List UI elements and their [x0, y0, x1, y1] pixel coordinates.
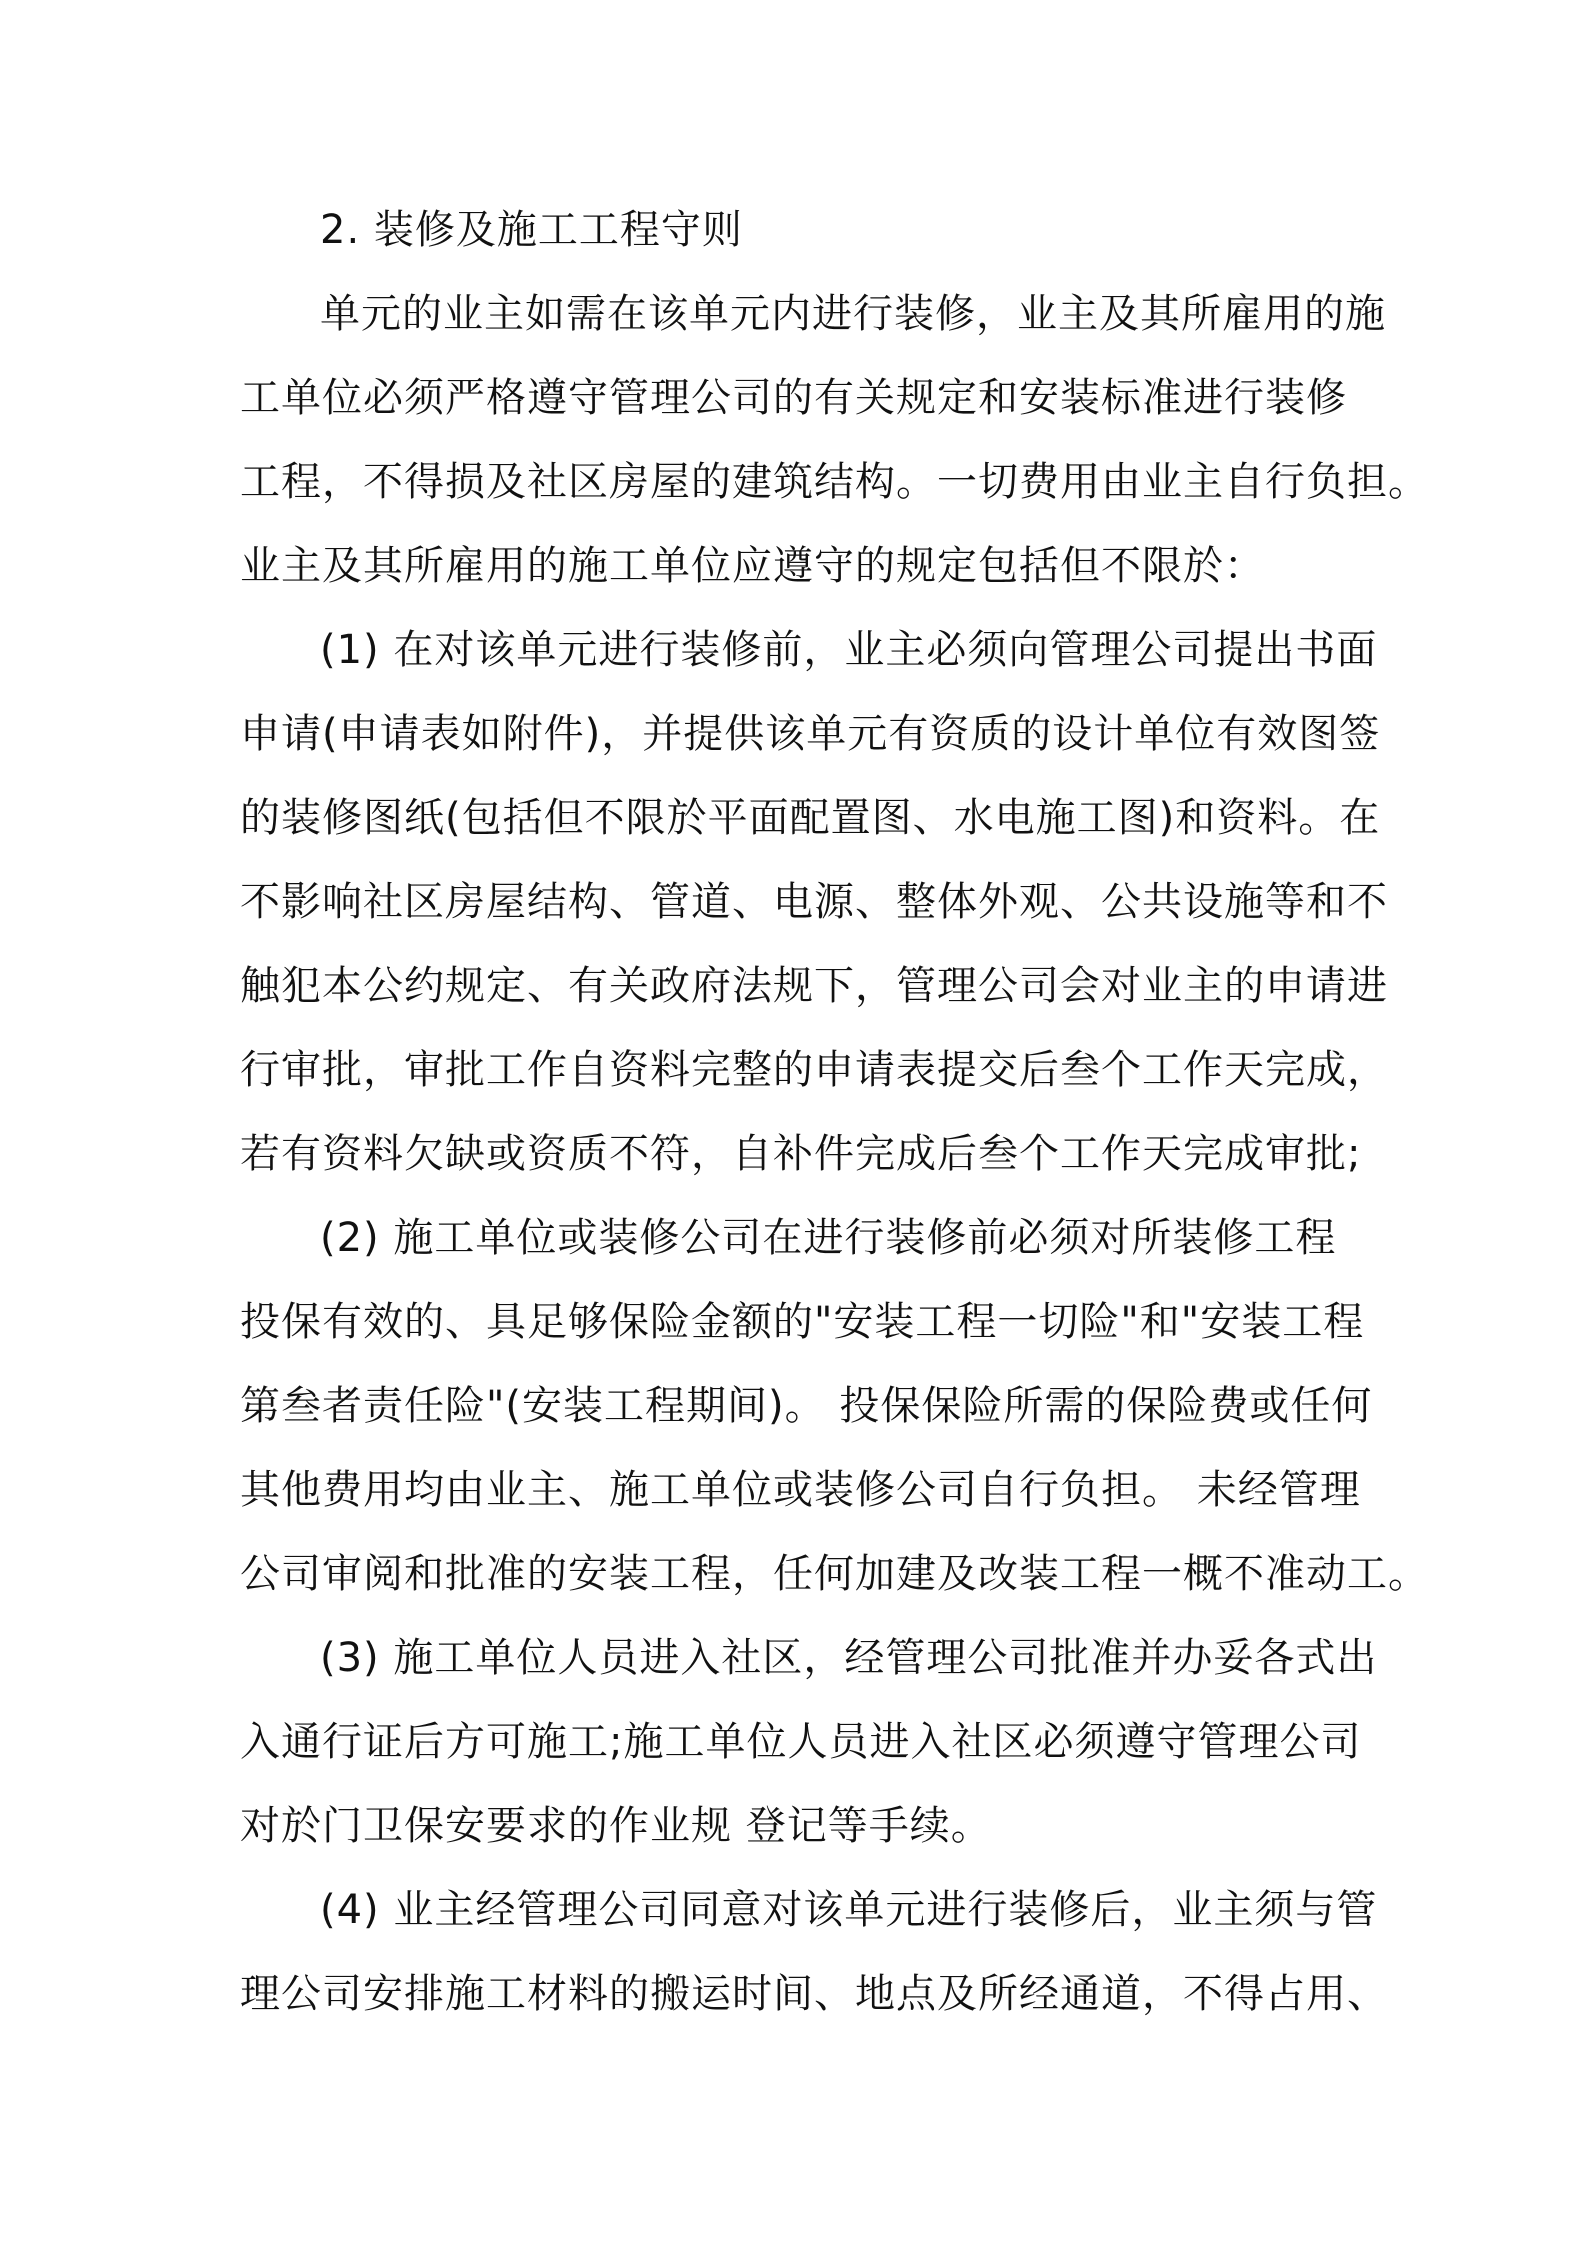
item-2-line: 投保有效的、具足够保险金额的"安装工程一切险"和"安装工程 [240, 1299, 1365, 1345]
item-2-line: 其他费用均由业主、施工单位或装修公司自行负担。 未经管理 [240, 1467, 1361, 1513]
section-heading: 2. 装修及施工工程守则 [320, 207, 743, 253]
item-3-line: 对於门卫保安要求的作业规 登记等手续。 [240, 1803, 992, 1849]
item-1-line: 触犯本公约规定、有关政府法规下，管理公司会对业主的申请进 [240, 963, 1388, 1009]
intro-line: 单元的业主如需在该单元内进行装修，业主及其所雇用的施 [320, 291, 1386, 337]
item-3-line: (3) 施工单位人员进入社区，经管理公司批准并办妥各式出 [320, 1635, 1378, 1681]
item-4-line: 理公司安排施工材料的搬运时间、地点及所经通道，不得占用、 [240, 1971, 1388, 2017]
item-2-line: 第叁者责任险"(安装工程期间)。 投保保险所需的保险费或任何 [240, 1383, 1373, 1429]
item-1-line: (1) 在对该单元进行装修前，业主必须向管理公司提出书面 [320, 627, 1378, 673]
item-4-line: (4) 业主经管理公司同意对该单元进行装修后，业主须与管 [320, 1887, 1378, 1933]
item-1-line: 若有资料欠缺或资质不符，自补件完成后叁个工作天完成审批; [240, 1131, 1362, 1177]
item-2-line: (2) 施工单位或装修公司在进行装修前必须对所装修工程 [320, 1215, 1337, 1261]
item-1-line: 申请(申请表如附件)，并提供该单元有资质的设计单位有效图签 [240, 711, 1381, 757]
item-1-line: 不影响社区房屋结构、管道、电源、整体外观、公共设施等和不 [240, 879, 1388, 925]
intro-line: 业主及其所雇用的施工单位应遵守的规定包括但不限於： [240, 543, 1265, 589]
item-2-line: 公司审阅和批准的安装工程，任何加建及改装工程一概不准动工。 [240, 1551, 1429, 1597]
intro-line: 工单位必须严格遵守管理公司的有关规定和安装标准进行装修 [240, 375, 1347, 421]
item-1-line: 行审批，审批工作自资料完整的申请表提交后叁个工作天完成， [240, 1047, 1388, 1093]
item-1-line: 的装修图纸(包括但不限於平面配置图、水电施工图)和资料。在 [240, 795, 1381, 841]
item-3-line: 入通行证后方可施工;施工单位人员进入社区必须遵守管理公司 [240, 1719, 1362, 1765]
intro-line: 工程，不得损及社区房屋的建筑结构。一切费用由业主自行负担。 [240, 459, 1429, 505]
